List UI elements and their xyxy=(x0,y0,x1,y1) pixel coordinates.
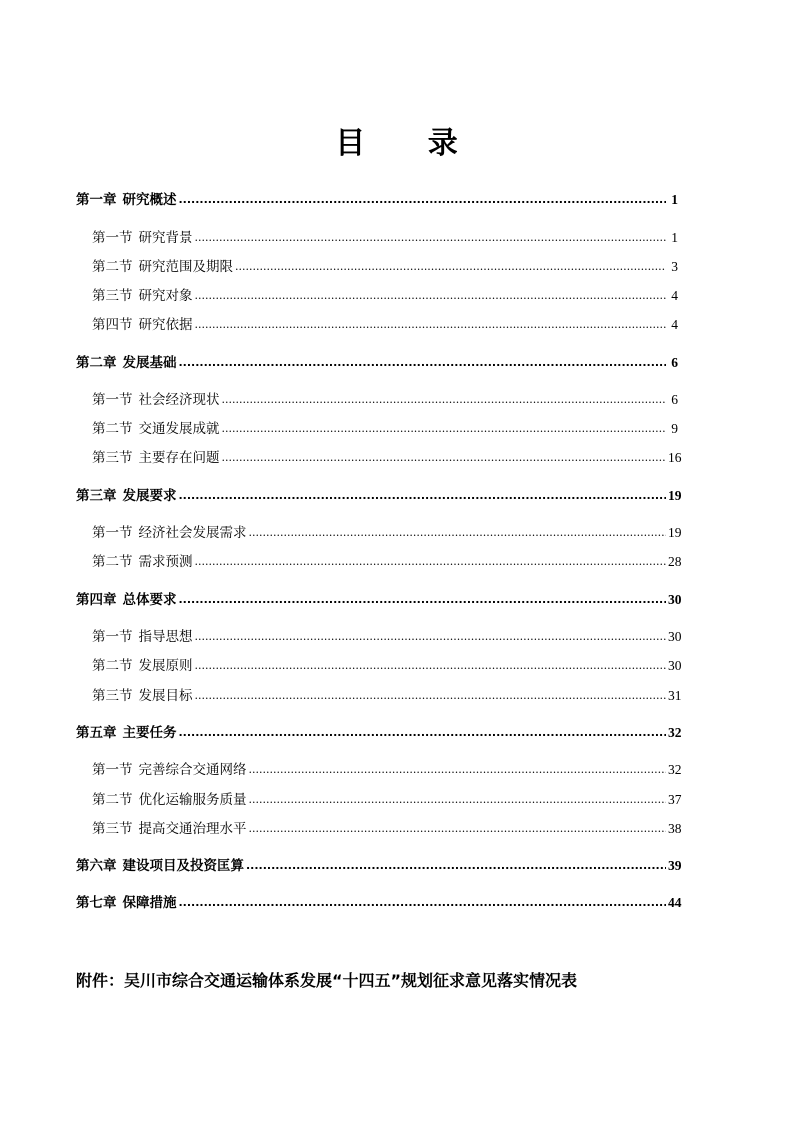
toc-entry-title: 发展基础 xyxy=(122,355,177,371)
toc-entry-title: 优化运输服务质量 xyxy=(138,792,247,808)
toc-page-number: 16 xyxy=(668,450,682,465)
page-title: 目 录 xyxy=(335,126,484,161)
toc-entry-label: 第四章 xyxy=(76,592,117,608)
toc-entry-label: 第三节 xyxy=(92,450,133,466)
toc-section-entry[interactable] xyxy=(76,313,678,333)
toc-leader-dots xyxy=(222,420,667,436)
toc-entry-label: 第二节 xyxy=(92,259,133,275)
toc-page-number: 9 xyxy=(671,421,678,436)
toc-section-entry[interactable] xyxy=(76,388,678,408)
toc-entry-title: 研究依据 xyxy=(138,317,193,333)
toc-page-number: 31 xyxy=(668,688,682,703)
toc-page-number: 1 xyxy=(671,230,678,245)
toc-chapter-entry[interactable] xyxy=(76,588,682,608)
toc-chapter-entry[interactable] xyxy=(76,891,682,911)
toc-leader-dots xyxy=(222,449,667,465)
toc-entry-title: 完善综合交通网络 xyxy=(138,762,247,778)
toc-section-entry[interactable] xyxy=(76,255,678,275)
toc-entry-title: 交通发展成就 xyxy=(138,421,220,437)
toc-entry-title: 提高交通治理水平 xyxy=(138,821,247,837)
toc-entry-label: 第三节 xyxy=(92,288,133,304)
toc-entry-label: 第六章 xyxy=(76,858,117,874)
toc-entry-title: 保障措施 xyxy=(122,895,177,911)
toc-leader-dots xyxy=(179,591,667,607)
toc-page-number: 4 xyxy=(671,288,678,303)
toc-page-number: 28 xyxy=(668,554,682,569)
toc-leader-dots xyxy=(195,316,667,332)
toc-entry-title: 发展原则 xyxy=(138,658,193,674)
toc-entry-title: 建设项目及投资匡算 xyxy=(122,858,244,874)
toc-leader-dots xyxy=(195,657,667,673)
toc-entry-label: 第一节 xyxy=(92,230,133,246)
toc-leader-dots xyxy=(222,391,667,407)
toc-section-entry[interactable] xyxy=(76,521,682,541)
toc-entry-label: 第一节 xyxy=(92,525,133,541)
toc-entry-title: 主要存在问题 xyxy=(138,450,220,466)
toc-page-number: 32 xyxy=(668,725,682,740)
toc-leader-dots xyxy=(235,258,666,274)
toc-leader-dots xyxy=(249,820,667,836)
toc-entry-label: 第七章 xyxy=(76,895,117,911)
toc-page-number: 30 xyxy=(668,658,682,673)
toc-leader-dots xyxy=(249,524,667,540)
toc-leader-dots xyxy=(195,553,667,569)
toc-entry-title: 研究范围及期限 xyxy=(138,259,233,275)
toc-entry-label: 第三节 xyxy=(92,821,133,837)
toc-leader-dots xyxy=(179,354,667,370)
toc-entry-label: 第一章 xyxy=(76,192,117,208)
toc-leader-dots xyxy=(249,791,667,807)
toc-entry-title: 社会经济现状 xyxy=(138,392,220,408)
toc-page-number: 19 xyxy=(668,488,682,503)
toc-entry-title: 经济社会发展需求 xyxy=(138,525,247,541)
toc-entry-label: 第五章 xyxy=(76,725,117,741)
toc-entry-label: 第二节 xyxy=(92,792,133,808)
toc-entry-label: 第二节 xyxy=(92,658,133,674)
toc-entry-label: 第二节 xyxy=(92,421,133,437)
toc-chapter-entry[interactable] xyxy=(76,721,682,741)
toc-leader-dots xyxy=(179,894,667,910)
toc-chapter-entry[interactable] xyxy=(76,854,682,874)
toc-section-entry[interactable] xyxy=(76,417,678,437)
toc-page-number: 6 xyxy=(671,392,678,407)
toc-page-number: 3 xyxy=(671,259,678,274)
toc-entry-title: 研究背景 xyxy=(138,230,193,246)
toc-leader-dots xyxy=(179,724,667,740)
appendix-line[interactable]: 附件：吴川市综合交通运输体系发展“十四五”规划征求意见落实情况表 xyxy=(76,971,578,990)
toc-page-number: 6 xyxy=(671,355,678,370)
toc-leader-dots xyxy=(246,857,666,873)
toc-leader-dots xyxy=(195,687,667,703)
toc-entry-label: 第一节 xyxy=(92,762,133,778)
toc-entry-label: 第二节 xyxy=(92,554,133,570)
toc-page-number: 19 xyxy=(668,525,682,540)
toc-chapter-entry[interactable] xyxy=(76,351,678,371)
toc-entry-title: 发展目标 xyxy=(138,688,193,704)
toc-entry-title: 主要任务 xyxy=(122,725,177,741)
toc-page-number: 44 xyxy=(668,895,682,910)
toc-entry-title: 研究概述 xyxy=(122,192,177,208)
toc-section-entry[interactable] xyxy=(76,788,682,808)
toc-leader-dots xyxy=(195,229,667,245)
toc-section-entry[interactable] xyxy=(76,226,678,246)
toc-page-number: 30 xyxy=(668,592,682,607)
toc-leader-dots xyxy=(195,628,667,644)
toc-chapter-entry[interactable] xyxy=(76,484,682,504)
toc-entry-title: 指导思想 xyxy=(138,629,193,645)
toc-section-entry[interactable] xyxy=(76,550,682,570)
toc-page-number: 4 xyxy=(671,317,678,332)
toc-leader-dots xyxy=(249,761,667,777)
toc-page-number: 39 xyxy=(668,858,682,873)
toc-entry-label: 第三章 xyxy=(76,488,117,504)
toc-section-entry[interactable] xyxy=(76,446,682,466)
toc-page-number: 38 xyxy=(668,821,682,836)
toc-page-number: 30 xyxy=(668,629,682,644)
toc-section-entry[interactable] xyxy=(76,684,682,704)
toc-entry-label: 第四节 xyxy=(92,317,133,333)
toc-section-entry[interactable] xyxy=(76,817,682,837)
toc-entry-title: 发展要求 xyxy=(122,488,177,504)
toc-entry-title: 总体要求 xyxy=(122,592,177,608)
toc-section-entry[interactable] xyxy=(76,654,682,674)
toc-entry-title: 研究对象 xyxy=(138,288,193,304)
toc-page-number: 37 xyxy=(668,792,682,807)
toc-entry-label: 第二章 xyxy=(76,355,117,371)
toc-section-entry[interactable] xyxy=(76,284,678,304)
toc-entry-label: 第三节 xyxy=(92,688,133,704)
toc-chapter-entry[interactable] xyxy=(76,188,678,208)
toc-section-entry[interactable] xyxy=(76,625,682,645)
toc-page-number: 1 xyxy=(671,192,678,207)
toc-entry-label: 第一节 xyxy=(92,629,133,645)
toc-entry-label: 第一节 xyxy=(92,392,133,408)
toc-entry-title: 需求预测 xyxy=(138,554,193,570)
toc-section-entry[interactable] xyxy=(76,758,682,778)
toc-leader-dots xyxy=(179,487,667,503)
toc-page-number: 32 xyxy=(668,762,682,777)
toc-leader-dots xyxy=(195,287,667,303)
toc-leader-dots xyxy=(179,191,667,207)
